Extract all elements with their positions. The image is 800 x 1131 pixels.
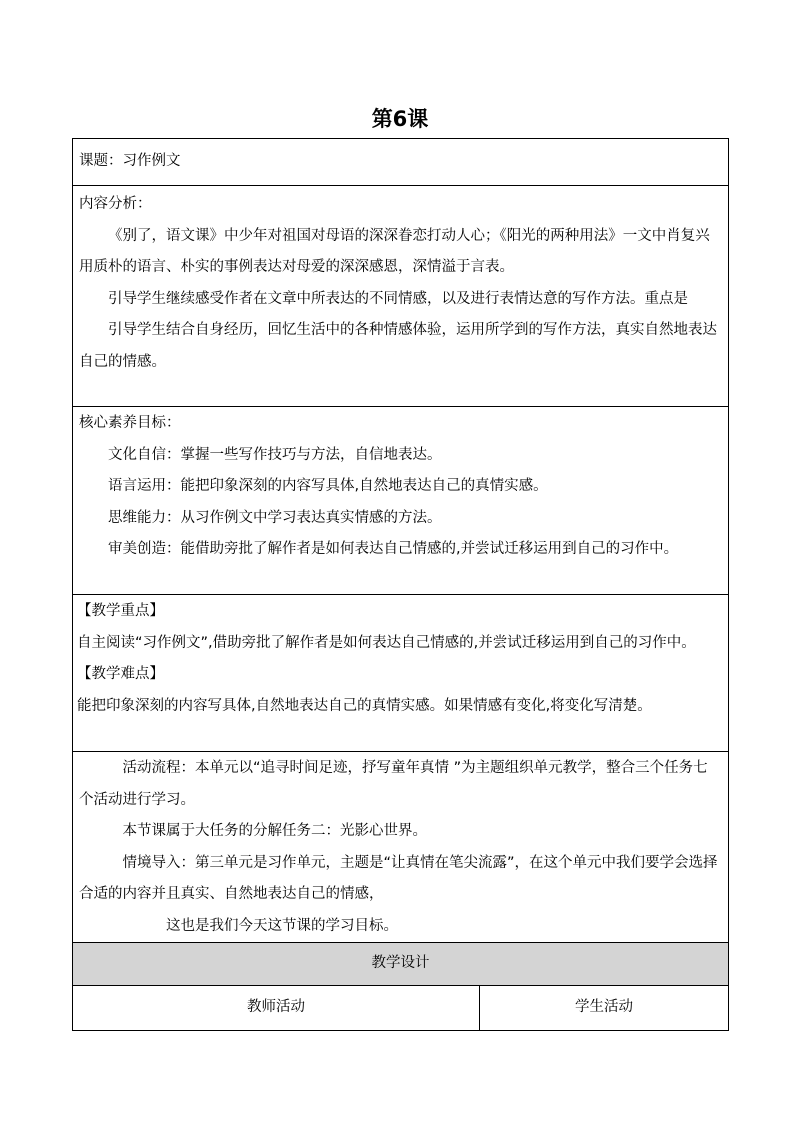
student-activity-header: 学生活动: [575, 999, 633, 1016]
topic-row: [73, 139, 729, 186]
lesson-table: [72, 138, 729, 1031]
analysis-paragraph: 《别了，语文课》中少年对祖国对母语的深深眷恋打动人心；《阳光的两种用法》一文中肖复兴用质朴的语言、朴实的事例表达对母爱的深深感恩，深情溢于言表。: [79, 227, 710, 275]
analysis-paragraph: 引导学生继续感受作者在文章中所表达的不同情感，以及进行表情达意的写作方法。重点是: [108, 290, 688, 307]
focus-row: [73, 595, 729, 752]
key-point-heading: 【教学重点】: [77, 603, 164, 619]
page-title: 第6课: [371, 107, 429, 131]
goals-row: [73, 407, 729, 595]
goal-item: 语言运用：能把印象深刻的内容写具体,自然地表达自己的真情实感。: [108, 478, 548, 494]
topic-text: 课题：习作例文: [79, 153, 181, 170]
key-point-text: 自主阅读“习作例文”,借助旁批了解作者是如何表达自己情感的,并尝试迁移运用到自己的习作中。: [77, 634, 696, 651]
analysis-row: [73, 186, 729, 407]
teacher-activity-header: 教师活动: [247, 999, 305, 1016]
goal-item: 文化自信：掌握一些写作技巧与方法，自信地表达。: [108, 446, 442, 463]
design-columns-row: [73, 986, 729, 1031]
analysis-paragraph: 引导学生结合自身经历，回忆生活中的各种情感体验，运用所学到的写作方法，真实自然地表达自己的情感。: [79, 322, 717, 370]
flow-paragraph: 这也是我们今天这节课的学习目标。: [166, 917, 398, 934]
analysis-heading: 内容分析：: [79, 196, 152, 212]
flow-paragraph: 活动流程：本单元以“追寻时间足迹，抒写童年真情 ”为主题组织单元教学，整合三个任务七个活动进行学习。: [79, 760, 708, 808]
flow-row: [73, 752, 729, 943]
difficult-point-text: 能把印象深刻的内容写具体,自然地表达自己的真情实感。如果情感有变化,将变化写清楚。: [77, 697, 652, 714]
goals-heading: 核心素养目标：: [79, 415, 181, 431]
goal-item: 审美创造：能借助旁批了解作者是如何表达自己情感的,并尝试迁移运用到自己的习作中。: [108, 541, 679, 557]
difficult-point-heading: 【教学难点】: [77, 666, 164, 682]
flow-paragraph: 本节课属于大任务的分解任务二：光影心世界。: [122, 823, 427, 839]
design-header-row: [73, 943, 729, 986]
design-header: 教学设计: [371, 955, 430, 972]
flow-paragraph: 情境导入：第三单元是习作单元，主题是“让真情在笔尖流露”，在这个单元中我们要学会选择合适的内容并且真实、自然地表达自己的情感，: [79, 854, 718, 902]
goal-item: 思维能力：从习作例文中学习表达真实情感的方法。: [108, 509, 442, 526]
